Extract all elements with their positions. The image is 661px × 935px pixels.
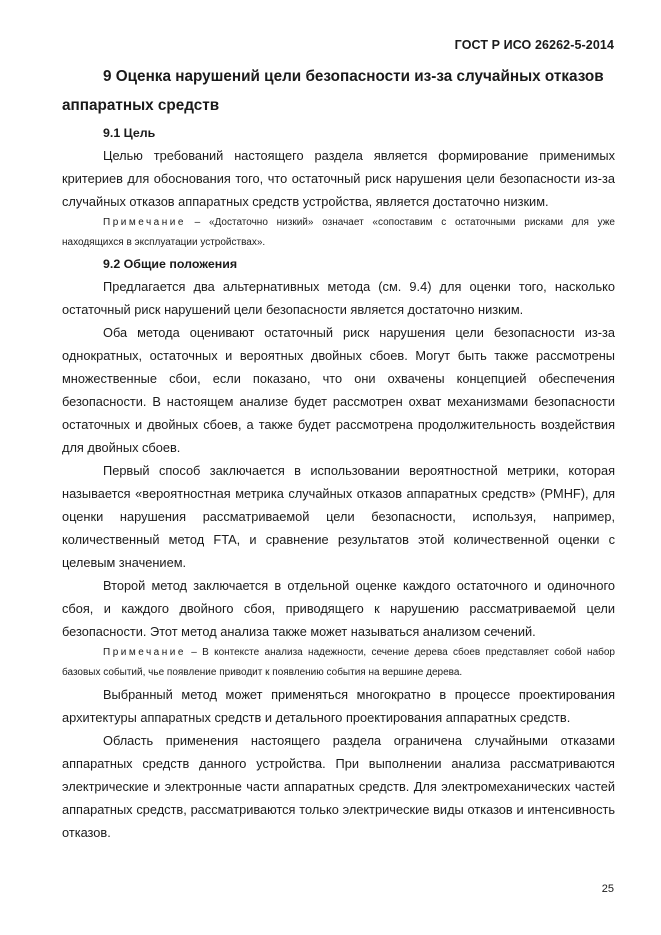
note — [62, 643, 615, 683]
subsection-heading-9-1: 9.1 Цель — [103, 126, 156, 140]
section-title: 9 Оценка нарушений цели безопасности из-за случайных отказов аппаратных средств — [62, 68, 604, 114]
note-label: Примечание — [103, 217, 186, 228]
paragraph: Область применения настоящего раздела ограничена случайными отказами аппаратных средств данного устройства. При выполнении анализа рассматриваются электрические и электронные части аппаратных средств. Для электромеханических частей аппаратных средств, рассматриваются только электрические виды отказов и интенсивность отказов. — [62, 733, 615, 840]
paragraph: Первый способ заключается в использовании вероятностной метрики, которая называется «вероятностная метрика случайных отказов аппаратных средств» (PMHF), для оценки нарушения рассматриваемой цели безопасности, используя, например, количественный метод FTA, и сравнение результатов этой количественной оценки с целевым значением. — [62, 463, 615, 570]
page-content — [62, 62, 615, 844]
standard-header: ГОСТ Р ИСО 26262-5-2014 — [454, 38, 614, 52]
paragraph: Выбранный метод может применяться многократно в процессе проектирования архитектуры аппаратных средств и детального проектирования аппаратных средств. — [62, 687, 615, 725]
note-text: – В контексте анализа надежности, сечение дерева сбоев представляет собой набор базовых событий, чье появление приводит к появлению события на вершине дерева. — [62, 647, 615, 678]
note-text: – «Достаточно низкий» означает «сопоставим с остаточными рисками для уже находящихся в эксплуатации устройствах». — [62, 217, 615, 248]
paragraph: Оба метода оценивают остаточный риск нарушения цели безопасности из-за однократных, остаточных и вероятных двойных сбоев. Могут быть также рассмотрены множественные сбои, если показано, что они охвачены концепцией обеспечения безопасности. В настоящем анализе будет рассмотрен охват механизмами безопасности остаточных и двойных сбоев, а также будет рассмотрена продолжительность воздействия для двойных сбоев. — [62, 325, 615, 455]
note-label: Примечание — [103, 647, 186, 658]
note — [62, 213, 615, 253]
paragraph: Второй метод заключается в отдельной оценке каждого остаточного и одиночного сбоя, и каждого двойного сбоя, приводящего к нарушению рассматриваемой цели безопасности. Этот метод анализа также может называться анализом сечений. — [62, 578, 615, 639]
paragraph: Целью требований настоящего раздела является формирование применимых критериев для обоснования того, что остаточный риск нарушения цели безопасности из-за случайных отказов аппаратных средств устройства, является достаточно низким. — [62, 148, 615, 209]
subsection-heading-9-2: 9.2 Общие положения — [103, 257, 238, 271]
paragraph: Предлагается два альтернативных метода (см. 9.4) для оценки того, насколько остаточный риск нарушений цели безопасности является достаточно низким. — [62, 279, 615, 317]
page-number: 25 — [601, 883, 614, 895]
